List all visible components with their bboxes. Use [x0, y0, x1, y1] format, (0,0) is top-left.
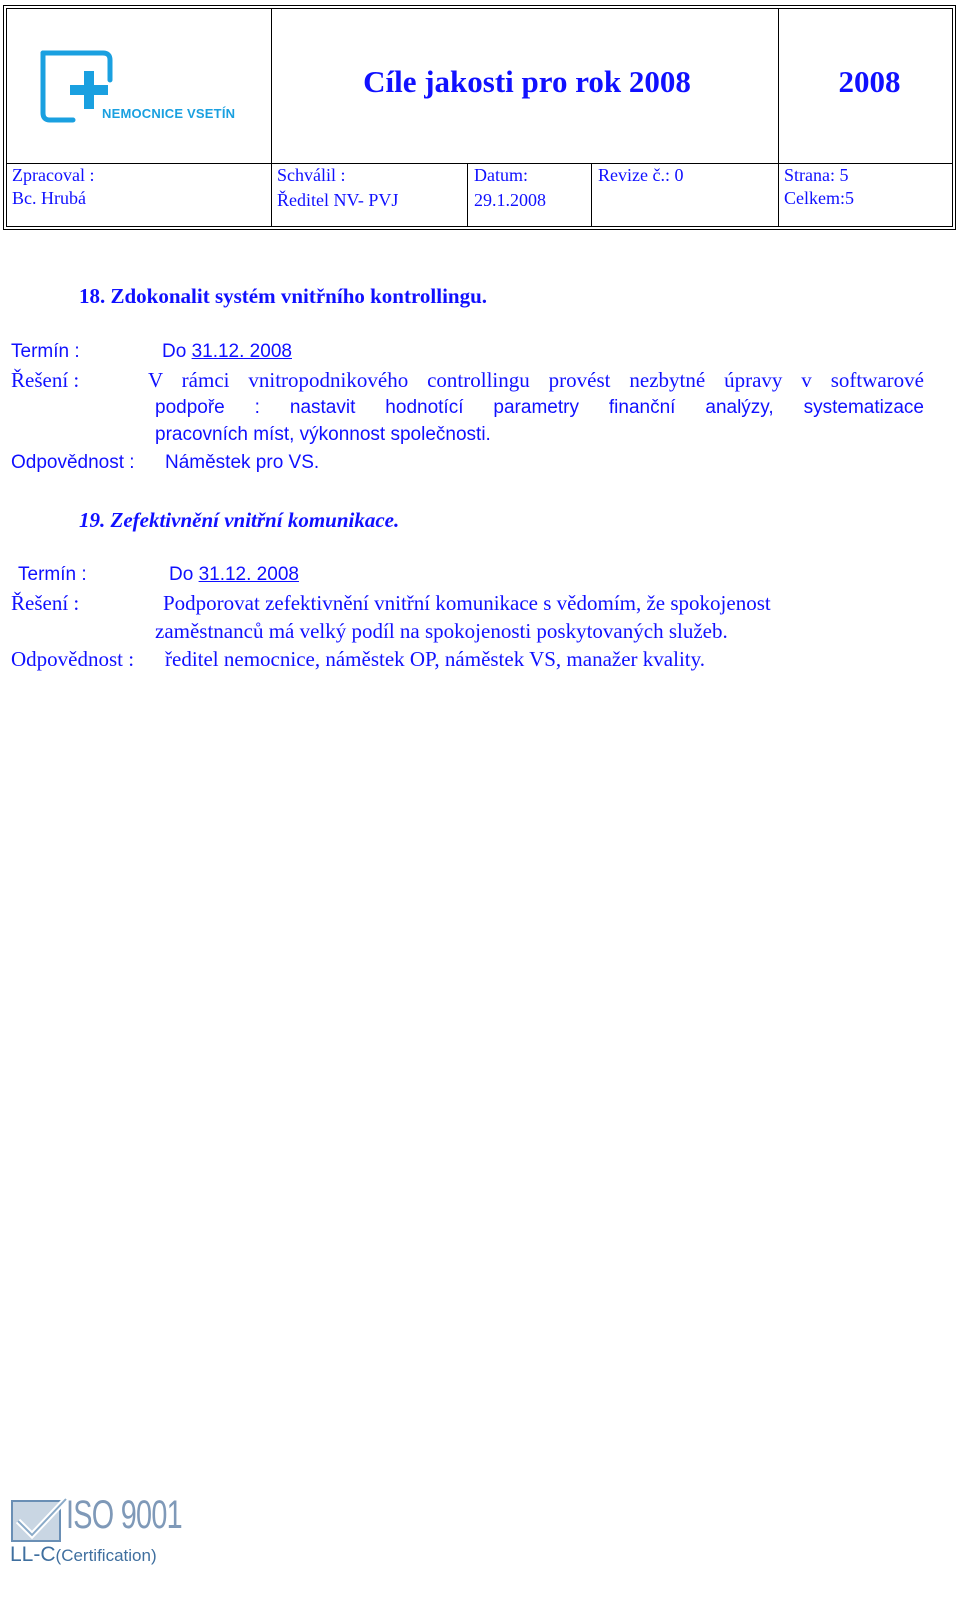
responsibility-label: Odpovědnost :	[11, 647, 135, 671]
term-label: Termín :	[18, 564, 87, 585]
solution-line: zaměstnanců má velký podíl na spokojenosti poskytovaných služeb.	[155, 619, 728, 643]
term-label: Termín :	[11, 341, 80, 362]
term-value	[162, 341, 292, 363]
term-date: 31.12. 2008	[191, 341, 292, 362]
approved-value: Ředitel NV- PVJ	[277, 190, 399, 210]
solution-line: Podporovat zefektivnění vnitřní komunikace s vědomím, že spokojenost	[163, 591, 771, 615]
term-date: 31.12. 2008	[198, 564, 299, 585]
date-value: 29.1.2008	[474, 190, 546, 210]
prepared-value: Bc. Hrubá	[12, 188, 86, 208]
certification-line	[10, 1543, 157, 1567]
document-title: Cíle jakosti pro rok 2008	[363, 64, 691, 99]
solution-line: podpoře : nastavit hodnotící parametry finanční analýzy, systematizace	[155, 397, 924, 418]
header-divider	[778, 9, 779, 227]
cert-prefix: LL-C	[10, 1543, 56, 1566]
iso-text: ISO 9001	[66, 1493, 182, 1537]
prepared-label: Zpracoval :	[12, 165, 95, 185]
header-divider	[271, 9, 272, 227]
header-divider	[591, 163, 592, 227]
section-heading-19: 19. Zefektivnění vnitřní komunikace.	[79, 508, 400, 532]
logo-text: NEMOCNICE VSETÍN	[102, 106, 236, 121]
solution-label: Řešení :	[11, 368, 80, 392]
responsibility-label: Odpovědnost :	[11, 452, 135, 473]
cert-text: (Certification)	[55, 1546, 157, 1565]
page-total: Celkem:5	[784, 188, 854, 208]
solution-line: pracovních míst, výkonnost společnosti.	[155, 424, 491, 445]
solution-label: Řešení :	[11, 591, 80, 615]
page-number: Strana: 5	[784, 165, 849, 185]
term-prefix: Do	[162, 341, 192, 362]
date-label: Datum:	[474, 165, 528, 185]
term-value	[169, 564, 299, 586]
section-heading-18: 18. Zdokonalit systém vnitřního kontrollingu.	[79, 284, 488, 308]
responsibility-value: Náměstek pro VS.	[165, 452, 320, 473]
header-divider	[467, 163, 468, 227]
revision-label: Revize č.: 0	[598, 165, 684, 185]
checkbox-icon	[10, 1497, 70, 1545]
document-year: 2008	[838, 64, 901, 99]
solution-line: V rámci vnitropodnikového controllingu provést nezbytné úpravy v softwarové	[148, 368, 924, 392]
term-prefix: Do	[169, 564, 199, 585]
iso-certification-logo	[10, 1493, 182, 1567]
responsibility-value: ředitel nemocnice, náměstek OP, náměstek VS, manažer kvality.	[165, 647, 706, 671]
document-header	[3, 5, 956, 230]
approved-label: Schválil :	[277, 165, 346, 185]
